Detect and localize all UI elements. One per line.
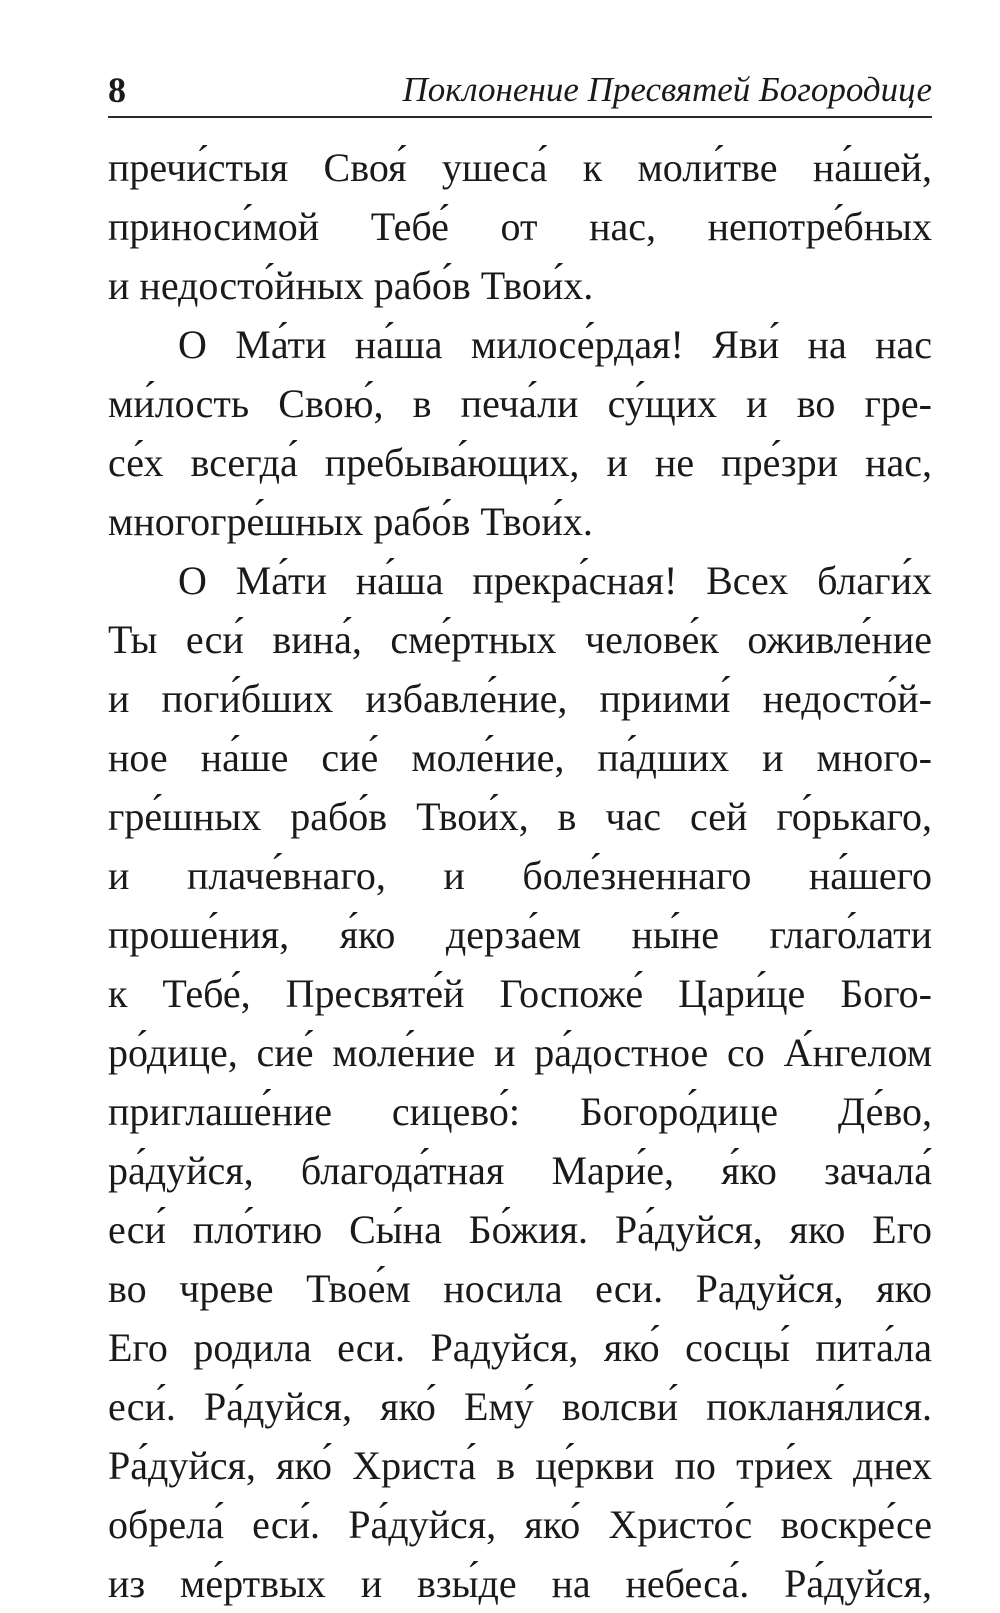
text-line: и плаче́внаго, и боле́зненнаго на́шего xyxy=(108,853,932,898)
paragraph-first-line: О Ма́ти на́ша милосе́рдая! Яви́ на нас xyxy=(178,322,932,367)
text-line: еси́. Ра́дуйся, яко́ Ему́ волсви́ покланя́лися. xyxy=(108,1384,932,1429)
text-line: и поги́бших избавле́ние, приими́ недосто́й- xyxy=(108,676,932,721)
text-line: из ме́ртвых и взы́де на небеса́. Ра́дуйся, xyxy=(108,1561,932,1606)
text-line: ми́лость Свою́, в печа́ли су́щих и во гре- xyxy=(108,381,932,426)
text-line: гре́шных рабо́в Твои́х, в час сей го́рькаго, xyxy=(108,794,932,839)
text-line: Ты еси́ вина́, сме́ртных челове́к оживле́ние xyxy=(108,617,932,662)
text-line: пречи́стыя Своя́ ушеса́ к моли́тве на́шей, xyxy=(108,145,932,190)
text-line: приноси́мой Тебе́ от нас, непотре́бных xyxy=(108,204,932,249)
page-header xyxy=(108,68,932,118)
text-line: ра́дуйся, благода́тная Мари́е, я́ко зачала́ xyxy=(108,1148,932,1193)
running-title: Поклонение Пресвятей Богородице xyxy=(402,70,932,109)
page-number: 8 xyxy=(108,70,126,110)
text-line: проше́ния, я́ко дерза́ем ны́не глаго́лати xyxy=(108,912,932,957)
text-line: и недосто́йных рабо́в Твои́х. xyxy=(108,263,594,308)
text-line: ное на́ше сие́ моле́ние, па́дших и много- xyxy=(108,735,932,780)
text-line: во чреве Твое́м носила еси. Радуйся, яко xyxy=(108,1266,932,1311)
text-line: многогре́шных рабо́в Твои́х. xyxy=(108,499,593,544)
text-line: Ра́дуйся, яко́ Христа́ в це́ркви по три́ех днех xyxy=(108,1443,932,1488)
prayer-text xyxy=(108,138,932,1613)
text-line: приглаше́ние сицево́: Богоро́дице Де́во, xyxy=(108,1089,932,1134)
text-line: еси́ пло́тию Сы́на Бо́жия. Ра́дуйся, яко Его xyxy=(108,1207,932,1252)
text-line: Его родила еси. Радуйся, яко́ сосцы́ пита́ла xyxy=(108,1325,932,1370)
text-line: ро́дице, сие́ моле́ние и ра́достное со А́нгелом xyxy=(108,1030,932,1075)
text-line: обрела́ еси́. Ра́дуйся, яко́ Христо́с воскре́се xyxy=(108,1502,932,1547)
paragraph-first-line: О Ма́ти на́ша прекра́сная! Всех благи́х xyxy=(178,558,932,603)
text-line: се́х всегда́ пребыва́ющих, и не пре́зри нас, xyxy=(108,440,932,485)
text-line: к Тебе́, Пресвяте́й Госпоже́ Цари́це Бого- xyxy=(108,971,932,1016)
